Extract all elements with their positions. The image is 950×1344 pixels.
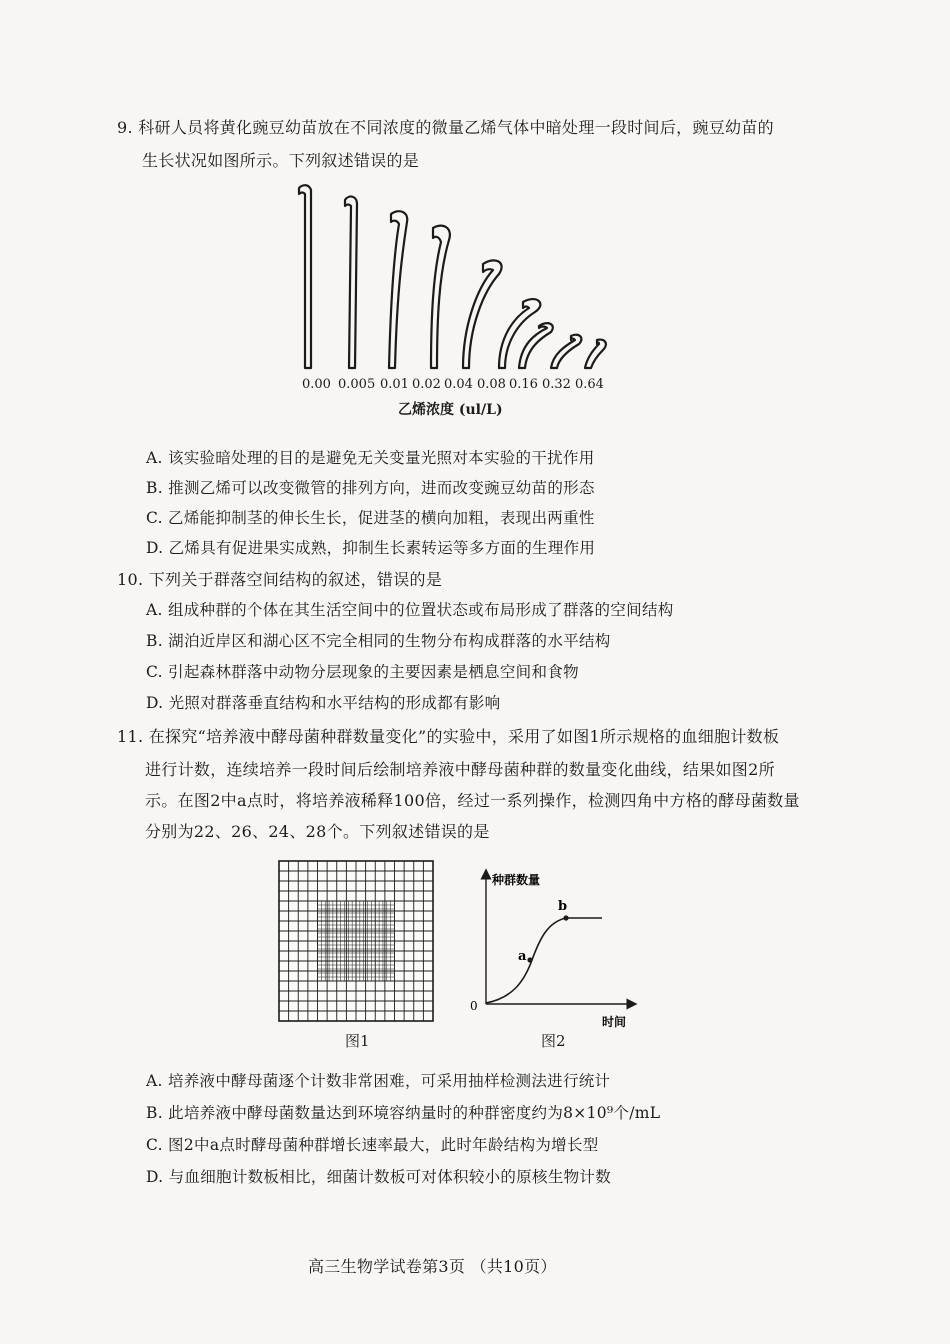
origin-label: 0 (470, 999, 478, 1013)
hemocytometer-grid (278, 860, 434, 1022)
q9-option-c: C. 乙烯能抑制茎的伸长生长，促进茎的横向加粗，表现出两重性 (146, 509, 595, 527)
q9-option-a: A. 该实验暗处理的目的是避免无关变量光照对本实验的干扰作用 (146, 449, 595, 467)
q10-option-d: D. 光照对群落垂直结构和水平结构的形成都有影响 (146, 694, 501, 712)
conc-label: 0.005 (338, 377, 376, 392)
q9-option-b: B. 推测乙烯可以改变微管的排列方向，进而改变豌豆幼苗的形态 (146, 479, 595, 497)
q11-option-d: D. 与血细胞计数板相比，细菌计数板可对体积较小的原核生物计数 (146, 1168, 612, 1186)
q9-stem-line2: 生长状况如图所示。下列叙述错误的是 (142, 151, 420, 170)
conc-label: 0.04 (444, 377, 473, 392)
q10-option-a: A. 组成种群的个体在其生活空间中的位置状态或布局形成了群落的空间结构 (146, 601, 674, 619)
seedling-7 (551, 335, 581, 368)
q9-stem-line1: 9. 科研人员将黄化豌豆幼苗放在不同浓度的微量乙烯气体中暗处理一段时间后，豌豆幼苗的 (117, 118, 774, 137)
seedling-6 (519, 323, 553, 368)
seedling-1 (345, 197, 357, 368)
y-axis-label: 种群数量 (492, 873, 541, 887)
q11-option-c: C. 图2中a点时酵母菌种群增长速率最大，此时年龄结构为增长型 (146, 1136, 599, 1154)
conc-label: 0.16 (509, 377, 538, 392)
axis-label: 乙烯浓度 (ul/L) (398, 402, 503, 418)
q11-stem-line1: 11. 在探究“培养液中酵母菌种群数量变化”的实验中，采用了如图1所示规格的血细胞计数板 (117, 727, 780, 746)
growth-curve (486, 918, 602, 1003)
fig1-caption: 图1 (345, 1032, 370, 1050)
x-axis-label: 时间 (602, 1015, 627, 1029)
conc-label: 0.64 (575, 377, 604, 392)
page-footer: 高三生物学试卷第3页 （共10页） (308, 1257, 557, 1276)
q11-stem-line4: 分别为22、26、24、28个。下列叙述错误的是 (145, 822, 490, 841)
point-a (527, 957, 532, 962)
q11-option-a: A. 培养液中酵母菌逐个计数非常困难，可采用抽样检测法进行统计 (146, 1072, 611, 1090)
q10-stem: 10. 下列关于群落空间结构的叙述，错误的是 (117, 570, 443, 589)
seedling-8 (585, 340, 606, 368)
point-b-label: b (558, 899, 568, 914)
conc-label: 0.01 (380, 377, 409, 392)
conc-label: 0.32 (542, 377, 571, 392)
seedling-4 (463, 260, 502, 368)
q11-option-b: B. 此培养液中酵母菌数量达到环境容纳量时的种群密度约为8×10⁹个/mL (146, 1104, 661, 1122)
seedling-2 (389, 211, 407, 368)
q10-option-b: B. 湖泊近岸区和湖心区不完全相同的生物分布构成群落的水平结构 (146, 632, 611, 650)
conc-label: 0.02 (412, 377, 441, 392)
conc-label: 0.08 (477, 377, 506, 392)
q10-option-c: C. 引起森林群落中动物分层现象的主要因素是栖息空间和食物 (146, 663, 579, 681)
point-b (563, 915, 568, 920)
conc-label: 0.00 (302, 377, 331, 392)
q11-stem-line2: 进行计数，连续培养一段时间后绘制培养液中酵母菌种群的数量变化曲线，结果如图2所 (145, 760, 775, 779)
seedling-3 (431, 226, 450, 368)
q11-stem-line3: 示。在图2中a点时，将培养液稀释100倍，经过一系列操作，检测四角中方格的酵母菌数量 (145, 791, 800, 810)
point-a-label: a (518, 949, 527, 964)
seedling-0 (299, 185, 311, 368)
q9-option-d: D. 乙烯具有促进果实成熟，抑制生长素转运等多方面的生理作用 (146, 539, 596, 557)
fig2-caption: 图2 (541, 1032, 566, 1050)
growth-curve-chart (462, 862, 642, 1032)
